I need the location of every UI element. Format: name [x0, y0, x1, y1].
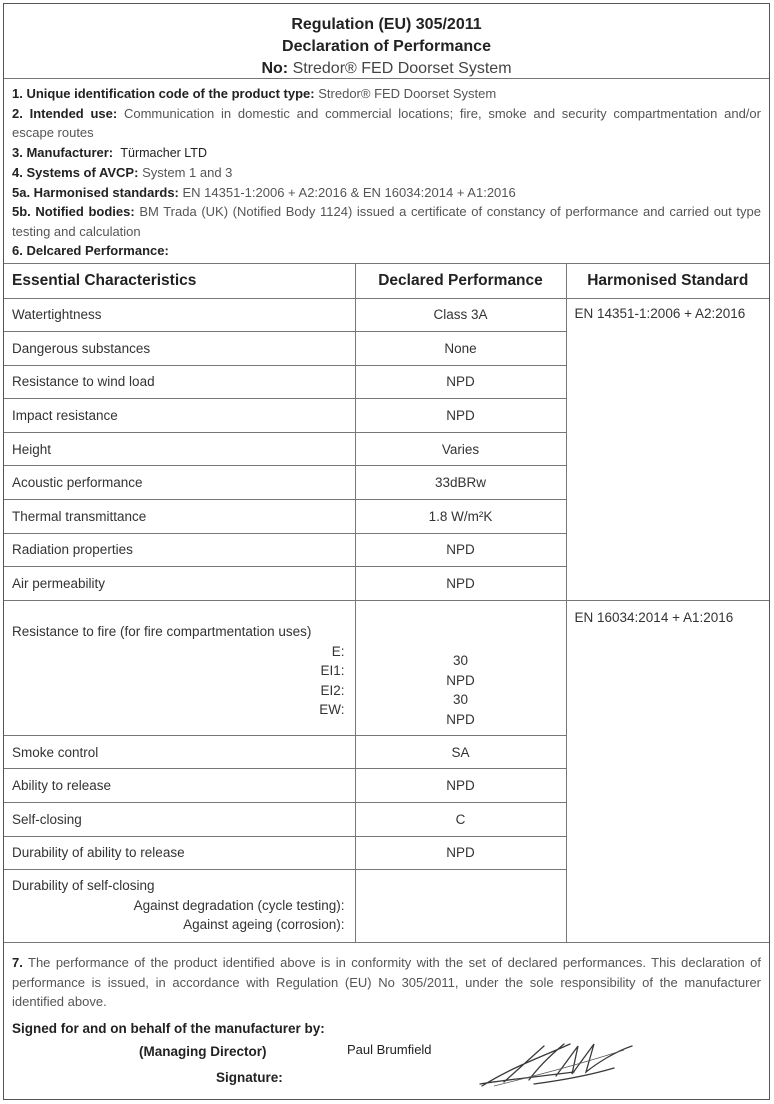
info-label: 5b. Notified bodies:: [12, 204, 135, 219]
no-value: Stredor® FED Doorset System: [292, 60, 512, 77]
performance-cell: Varies: [355, 432, 566, 466]
header-declared: Declared Performance: [355, 263, 566, 298]
performance-cell: C: [355, 803, 566, 837]
performance-cell: NPD: [355, 836, 566, 870]
durability-label: Durability of self-closing: [12, 878, 155, 894]
info-line-5a: [12, 183, 761, 203]
performance-cell: [355, 870, 566, 943]
durability-sub-label: Against degradation (cycle testing):: [133, 897, 345, 913]
performance-cell: NPD: [355, 769, 566, 803]
header-standard: Harmonised Standard: [566, 263, 769, 298]
characteristic-cell: Ability to release: [4, 769, 355, 803]
performance-cell: NPD: [355, 399, 566, 433]
declaration-title: Declaration of Performance: [282, 38, 491, 55]
info-label: 5a. Harmonised standards:: [12, 184, 179, 200]
performance-cell: 1.8 W/m²K: [355, 500, 566, 534]
characteristic-cell: Smoke control: [4, 735, 355, 769]
info-label: 2. Intended use:: [12, 105, 118, 121]
performance-cell: [355, 600, 566, 735]
characteristic-cell: Thermal transmittance: [4, 500, 355, 534]
header-essential: Essential Characteristics: [4, 263, 355, 298]
signatory-role: (Managing Director): [139, 1043, 267, 1059]
info-label: 4. Systems of AVCP:: [12, 165, 139, 180]
info-value: Türmacher LTD: [120, 145, 207, 160]
info-value: Communication in domestic and commercial locations; fire, smoke and security compartmentation and/or escape routes: [12, 105, 761, 140]
performance-table: [4, 263, 769, 944]
declaration-number: [4, 58, 769, 80]
info-line-6: [12, 241, 761, 261]
fire-sub-label: EI2:: [320, 682, 345, 698]
conformity-statement: [4, 943, 769, 1012]
regulation-title: Regulation (EU) 305/2011: [291, 16, 482, 33]
info-label: 6. Delcared Performance:: [12, 243, 169, 258]
signature-label: Signature:: [216, 1069, 283, 1085]
characteristic-cell: Resistance to wind load: [4, 365, 355, 399]
standard-cell: EN 14351-1:2006 + A2:2016: [566, 298, 769, 600]
standard-cell: EN 16034:2014 + A1:2016: [566, 600, 769, 942]
fire-resistance-label: Resistance to fire (for fire compartmentation uses): [12, 624, 312, 640]
no-label: No:: [261, 60, 289, 77]
performance-cell: NPD: [355, 567, 566, 601]
table-row-fire: [4, 600, 769, 735]
info-value: Stredor® FED Doorset System: [318, 86, 497, 101]
signature-block: [4, 1036, 769, 1096]
characteristic-cell: Self-closing: [4, 803, 355, 837]
fire-sub-label: E:: [331, 643, 345, 659]
fire-sub-value: 30: [452, 692, 469, 708]
fire-sub-value: 30: [452, 653, 469, 669]
characteristic-cell: Air permeability: [4, 567, 355, 601]
info-line-2: [12, 104, 761, 143]
fire-sub-label: EW:: [319, 702, 345, 718]
characteristic-cell: [4, 870, 355, 943]
characteristic-cell: Impact resistance: [4, 399, 355, 433]
signatory-name: Paul Brumfield: [347, 1041, 432, 1057]
table-header-row: [4, 263, 769, 298]
characteristic-cell: Radiation properties: [4, 533, 355, 567]
info-line-5b: [12, 202, 761, 241]
table-row: [4, 298, 769, 332]
performance-cell: NPD: [355, 533, 566, 567]
info-value: EN 14351-1:2006 + A2:2016 & EN 16034:2014 + A1:2016: [182, 184, 516, 200]
info-line-4: [12, 163, 761, 183]
info-label: 1. Unique identification code of the product type:: [12, 86, 315, 101]
statement-number: 7.: [12, 955, 23, 971]
characteristic-cell: Watertightness: [4, 298, 355, 332]
characteristic-cell: Dangerous substances: [4, 332, 355, 366]
durability-sub-label: Against ageing (corrosion):: [183, 917, 345, 933]
info-value: BM Trada (UK) (Notified Body 1124) issued a certificate of constancy of performance and carried out type testing and calculation: [12, 204, 761, 239]
declaration-document: [3, 3, 770, 1100]
info-value: System 1 and 3: [142, 165, 233, 180]
characteristic-cell: Durability of ability to release: [4, 836, 355, 870]
fire-sub-value: NPD: [446, 672, 475, 688]
characteristic-cell: Acoustic performance: [4, 466, 355, 500]
performance-cell: NPD: [355, 365, 566, 399]
performance-cell: None: [355, 332, 566, 366]
characteristic-cell: [4, 600, 355, 735]
characteristic-cell: Height: [4, 432, 355, 466]
document-header: [4, 4, 769, 78]
handwritten-signature: [474, 1036, 644, 1092]
fire-sub-label: EI1:: [320, 663, 345, 679]
info-line-3: [12, 143, 761, 164]
performance-cell: Class 3A: [355, 298, 566, 332]
signed-label: Signed for and on behalf of the manufacturer by:: [12, 1020, 325, 1036]
performance-cell: SA: [355, 735, 566, 769]
info-line-1: [12, 84, 761, 104]
info-label: 3. Manufacturer:: [12, 144, 114, 160]
product-info: [4, 79, 769, 263]
performance-cell: 33dBRw: [355, 466, 566, 500]
fire-sub-value: NPD: [446, 711, 475, 727]
statement-text: The performance of the product identified above is in conformity with the set of declared performances. This declaration of performance is issued, in accordance with Regulation (EU) No 305/2011, under the sole responsibility of the manufacturer identified above.: [12, 955, 761, 1010]
